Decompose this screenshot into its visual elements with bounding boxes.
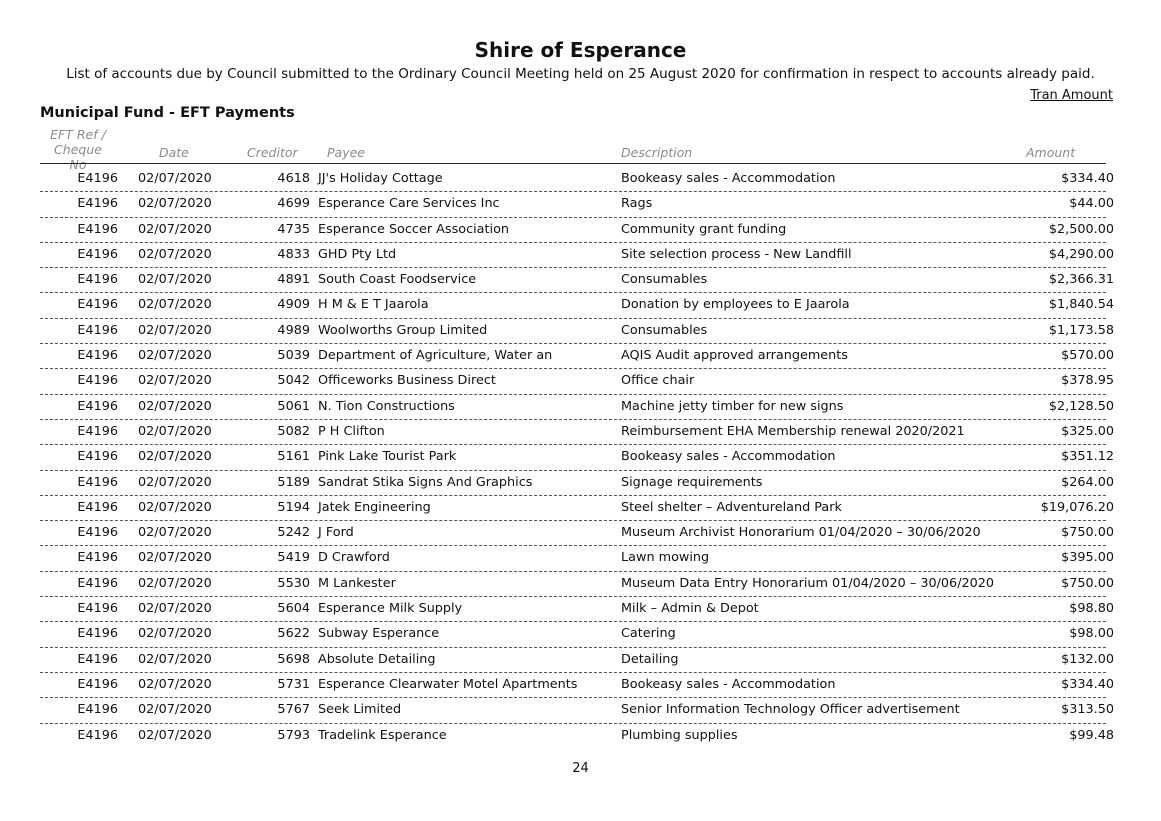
column-header-creditor: Creditor xyxy=(247,145,298,160)
row-date: 02/07/2020 xyxy=(138,423,212,439)
column-header-amount: Amount xyxy=(1026,145,1076,160)
row-description: Museum Data Entry Honorarium 01/04/2020 – 30/06/2020 xyxy=(621,575,995,591)
row-payee: GHD Pty Ltd xyxy=(318,246,397,262)
table-row xyxy=(40,471,1114,496)
row-payee: Sandrat Stika Signs And Graphics xyxy=(318,474,533,490)
row-description: Plumbing supplies xyxy=(621,727,738,743)
row-date: 02/07/2020 xyxy=(138,601,212,617)
row-amount: $378.95 xyxy=(1061,373,1114,389)
row-amount: $351.12 xyxy=(1061,449,1114,465)
table-row xyxy=(40,521,1114,546)
row-description: AQIS Audit approved arrangements xyxy=(621,348,848,364)
row-creditor: 5242 xyxy=(277,525,310,541)
row-payee: J Ford xyxy=(318,525,354,541)
row-ref: E4196 xyxy=(77,171,118,186)
row-date: 02/07/2020 xyxy=(138,575,212,591)
row-ref: E4196 xyxy=(77,626,118,642)
row-payee: Esperance Milk Supply xyxy=(318,601,463,617)
table-row xyxy=(40,622,1114,647)
row-description: Machine jetty timber for new signs xyxy=(621,398,844,414)
row-payee: JJ's Holiday Cottage xyxy=(318,171,443,186)
row-creditor: 5731 xyxy=(277,676,310,692)
row-payee: Officeworks Business Direct xyxy=(318,373,496,389)
row-description: Donation by employees to E Jaarola xyxy=(621,297,850,313)
row-description: Site selection process - New Landfill xyxy=(621,246,852,262)
row-payee: Jatek Engineering xyxy=(318,499,431,515)
table-row xyxy=(40,192,1114,217)
row-ref: E4196 xyxy=(77,398,118,414)
tran-amount-heading: Tran Amount xyxy=(1030,88,1113,103)
row-creditor: 5189 xyxy=(277,474,310,490)
table-row xyxy=(40,395,1114,420)
row-date: 02/07/2020 xyxy=(138,322,212,338)
row-description: Reimbursement EHA Membership renewal 2020/2021 xyxy=(621,423,965,439)
row-amount: $44.00 xyxy=(1069,196,1114,212)
row-creditor: 5042 xyxy=(277,373,310,389)
row-date: 02/07/2020 xyxy=(138,171,212,186)
header-divider xyxy=(40,163,1106,164)
row-ref: E4196 xyxy=(77,651,118,667)
table-row xyxy=(40,369,1114,394)
row-date: 02/07/2020 xyxy=(138,272,212,288)
page-title: Shire of Esperance xyxy=(474,38,687,62)
row-description: Milk – Admin & Depot xyxy=(621,601,759,617)
row-amount: $4,290.00 xyxy=(1048,246,1114,262)
row-creditor: 5604 xyxy=(277,601,310,617)
row-creditor: 5698 xyxy=(277,651,310,667)
row-payee: Woolworths Group Limited xyxy=(318,322,488,338)
table-row xyxy=(40,293,1114,318)
row-ref: E4196 xyxy=(77,499,118,515)
row-creditor: 4891 xyxy=(277,272,310,288)
row-description: Bookeasy sales - Accommodation xyxy=(621,676,836,692)
row-description: Rags xyxy=(621,196,653,212)
row-date: 02/07/2020 xyxy=(138,246,212,262)
column-header-payee: Payee xyxy=(327,145,365,160)
table-row xyxy=(40,648,1114,673)
row-ref: E4196 xyxy=(77,449,118,465)
row-payee: H M & E T Jaarola xyxy=(318,297,429,313)
row-date: 02/07/2020 xyxy=(138,297,212,313)
row-creditor: 5419 xyxy=(277,550,310,566)
column-header-ref-line1: EFT Ref / xyxy=(50,127,106,142)
row-creditor: 5161 xyxy=(277,449,310,465)
row-date: 02/07/2020 xyxy=(138,449,212,465)
row-amount: $132.00 xyxy=(1061,651,1114,667)
row-amount: $2,128.50 xyxy=(1048,398,1114,414)
payments-table xyxy=(40,167,1114,749)
page-number: 24 xyxy=(572,761,589,776)
row-ref: E4196 xyxy=(77,196,118,212)
row-creditor: 5194 xyxy=(277,499,310,515)
row-payee: N. Tion Constructions xyxy=(318,398,455,414)
row-amount: $313.50 xyxy=(1061,702,1114,718)
row-payee: Department of Agriculture, Water an xyxy=(318,348,553,364)
row-ref: E4196 xyxy=(77,525,118,541)
row-date: 02/07/2020 xyxy=(138,196,212,212)
table-row xyxy=(40,268,1114,293)
row-date: 02/07/2020 xyxy=(138,676,212,692)
table-row xyxy=(40,597,1114,622)
row-payee: Esperance Clearwater Motel Apartments xyxy=(318,676,578,692)
table-row xyxy=(40,243,1114,268)
row-date: 02/07/2020 xyxy=(138,373,212,389)
row-amount: $99.48 xyxy=(1069,727,1114,743)
row-ref: E4196 xyxy=(77,601,118,617)
table-row xyxy=(40,572,1114,597)
row-description: Office chair xyxy=(621,373,695,389)
row-date: 02/07/2020 xyxy=(138,499,212,515)
row-date: 02/07/2020 xyxy=(138,474,212,490)
row-amount: $2,500.00 xyxy=(1048,221,1114,237)
row-amount: $19,076.20 xyxy=(1040,499,1114,515)
row-creditor: 5061 xyxy=(277,398,310,414)
row-date: 02/07/2020 xyxy=(138,348,212,364)
row-creditor: 4699 xyxy=(277,196,310,212)
row-payee: D Crawford xyxy=(318,550,390,566)
row-description: Detailing xyxy=(621,651,679,667)
row-description: Senior Information Technology Officer advertisement xyxy=(621,702,960,718)
row-date: 02/07/2020 xyxy=(138,651,212,667)
row-ref: E4196 xyxy=(77,297,118,313)
table-row xyxy=(40,167,1114,192)
row-amount: $334.40 xyxy=(1061,676,1114,692)
row-amount: $334.40 xyxy=(1061,171,1114,186)
row-amount: $395.00 xyxy=(1061,550,1114,566)
table-row xyxy=(40,344,1114,369)
row-date: 02/07/2020 xyxy=(138,525,212,541)
row-ref: E4196 xyxy=(77,575,118,591)
row-ref: E4196 xyxy=(77,676,118,692)
row-creditor: 5530 xyxy=(277,575,310,591)
row-payee: Pink Lake Tourist Park xyxy=(318,449,457,465)
row-payee: South Coast Foodservice xyxy=(318,272,477,288)
row-creditor: 5622 xyxy=(277,626,310,642)
row-creditor: 5767 xyxy=(277,702,310,718)
row-description: Consumables xyxy=(621,272,708,288)
row-ref: E4196 xyxy=(77,246,118,262)
row-ref: E4196 xyxy=(77,423,118,439)
row-ref: E4196 xyxy=(77,322,118,338)
row-amount: $264.00 xyxy=(1061,474,1114,490)
row-amount: $1,840.54 xyxy=(1048,297,1114,313)
row-payee: M Lankester xyxy=(318,575,396,591)
row-description: Bookeasy sales - Accommodation xyxy=(621,449,836,465)
column-header-ref-line2: Cheque No xyxy=(54,142,102,172)
row-creditor: 5793 xyxy=(277,727,310,743)
row-creditor: 4989 xyxy=(277,322,310,338)
table-row xyxy=(40,496,1114,521)
table-row xyxy=(40,724,1114,749)
row-creditor: 4618 xyxy=(277,171,310,186)
column-header-ref xyxy=(45,127,111,172)
row-description: Signage requirements xyxy=(621,474,763,490)
row-date: 02/07/2020 xyxy=(138,398,212,414)
row-date: 02/07/2020 xyxy=(138,702,212,718)
row-description: Bookeasy sales - Accommodation xyxy=(621,171,836,186)
row-payee: Subway Esperance xyxy=(318,626,440,642)
row-date: 02/07/2020 xyxy=(138,550,212,566)
row-ref: E4196 xyxy=(77,348,118,364)
row-payee: Absolute Detailing xyxy=(318,651,436,667)
column-header-description: Description xyxy=(621,145,693,160)
row-amount: $750.00 xyxy=(1061,525,1114,541)
table-row xyxy=(40,698,1114,723)
row-ref: E4196 xyxy=(77,474,118,490)
row-amount: $98.80 xyxy=(1069,601,1114,617)
row-description: Catering xyxy=(621,626,676,642)
table-row xyxy=(40,218,1114,243)
row-creditor: 4909 xyxy=(277,297,310,313)
row-payee: Esperance Soccer Association xyxy=(318,221,510,237)
row-ref: E4196 xyxy=(77,272,118,288)
table-row xyxy=(40,546,1114,571)
row-date: 02/07/2020 xyxy=(138,221,212,237)
row-payee: Seek Limited xyxy=(318,702,402,718)
row-description: Consumables xyxy=(621,322,708,338)
row-payee: Tradelink Esperance xyxy=(318,727,447,743)
row-creditor: 5082 xyxy=(277,423,310,439)
row-description: Steel shelter – Adventureland Park xyxy=(621,499,842,515)
row-date: 02/07/2020 xyxy=(138,626,212,642)
table-row xyxy=(40,445,1114,470)
row-ref: E4196 xyxy=(77,727,118,743)
row-amount: $570.00 xyxy=(1061,348,1114,364)
page-subtitle: List of accounts due by Council submitted to the Ordinary Council Meeting held on 25 August 2020 for confirmation in respect to accounts already paid. xyxy=(66,66,1095,82)
fund-section-title: Municipal Fund - EFT Payments xyxy=(40,105,295,121)
row-amount: $325.00 xyxy=(1061,423,1114,439)
table-row xyxy=(40,420,1114,445)
row-payee: P H Clifton xyxy=(318,423,385,439)
table-row xyxy=(40,673,1114,698)
row-creditor: 4735 xyxy=(277,221,310,237)
row-amount: $2,366.31 xyxy=(1048,272,1114,288)
row-creditor: 4833 xyxy=(277,246,310,262)
row-payee: Esperance Care Services Inc xyxy=(318,196,500,212)
row-amount: $98.00 xyxy=(1069,626,1114,642)
row-amount: $750.00 xyxy=(1061,575,1114,591)
row-date: 02/07/2020 xyxy=(138,727,212,743)
row-description: Museum Archivist Honorarium 01/04/2020 – 30/06/2020 xyxy=(621,525,981,541)
row-creditor: 5039 xyxy=(277,348,310,364)
row-ref: E4196 xyxy=(77,373,118,389)
row-description: Lawn mowing xyxy=(621,550,710,566)
row-ref: E4196 xyxy=(77,221,118,237)
table-row xyxy=(40,319,1114,344)
row-description: Community grant funding xyxy=(621,221,787,237)
column-header-date: Date xyxy=(159,145,189,160)
row-ref: E4196 xyxy=(77,702,118,718)
row-ref: E4196 xyxy=(77,550,118,566)
row-amount: $1,173.58 xyxy=(1048,322,1114,338)
